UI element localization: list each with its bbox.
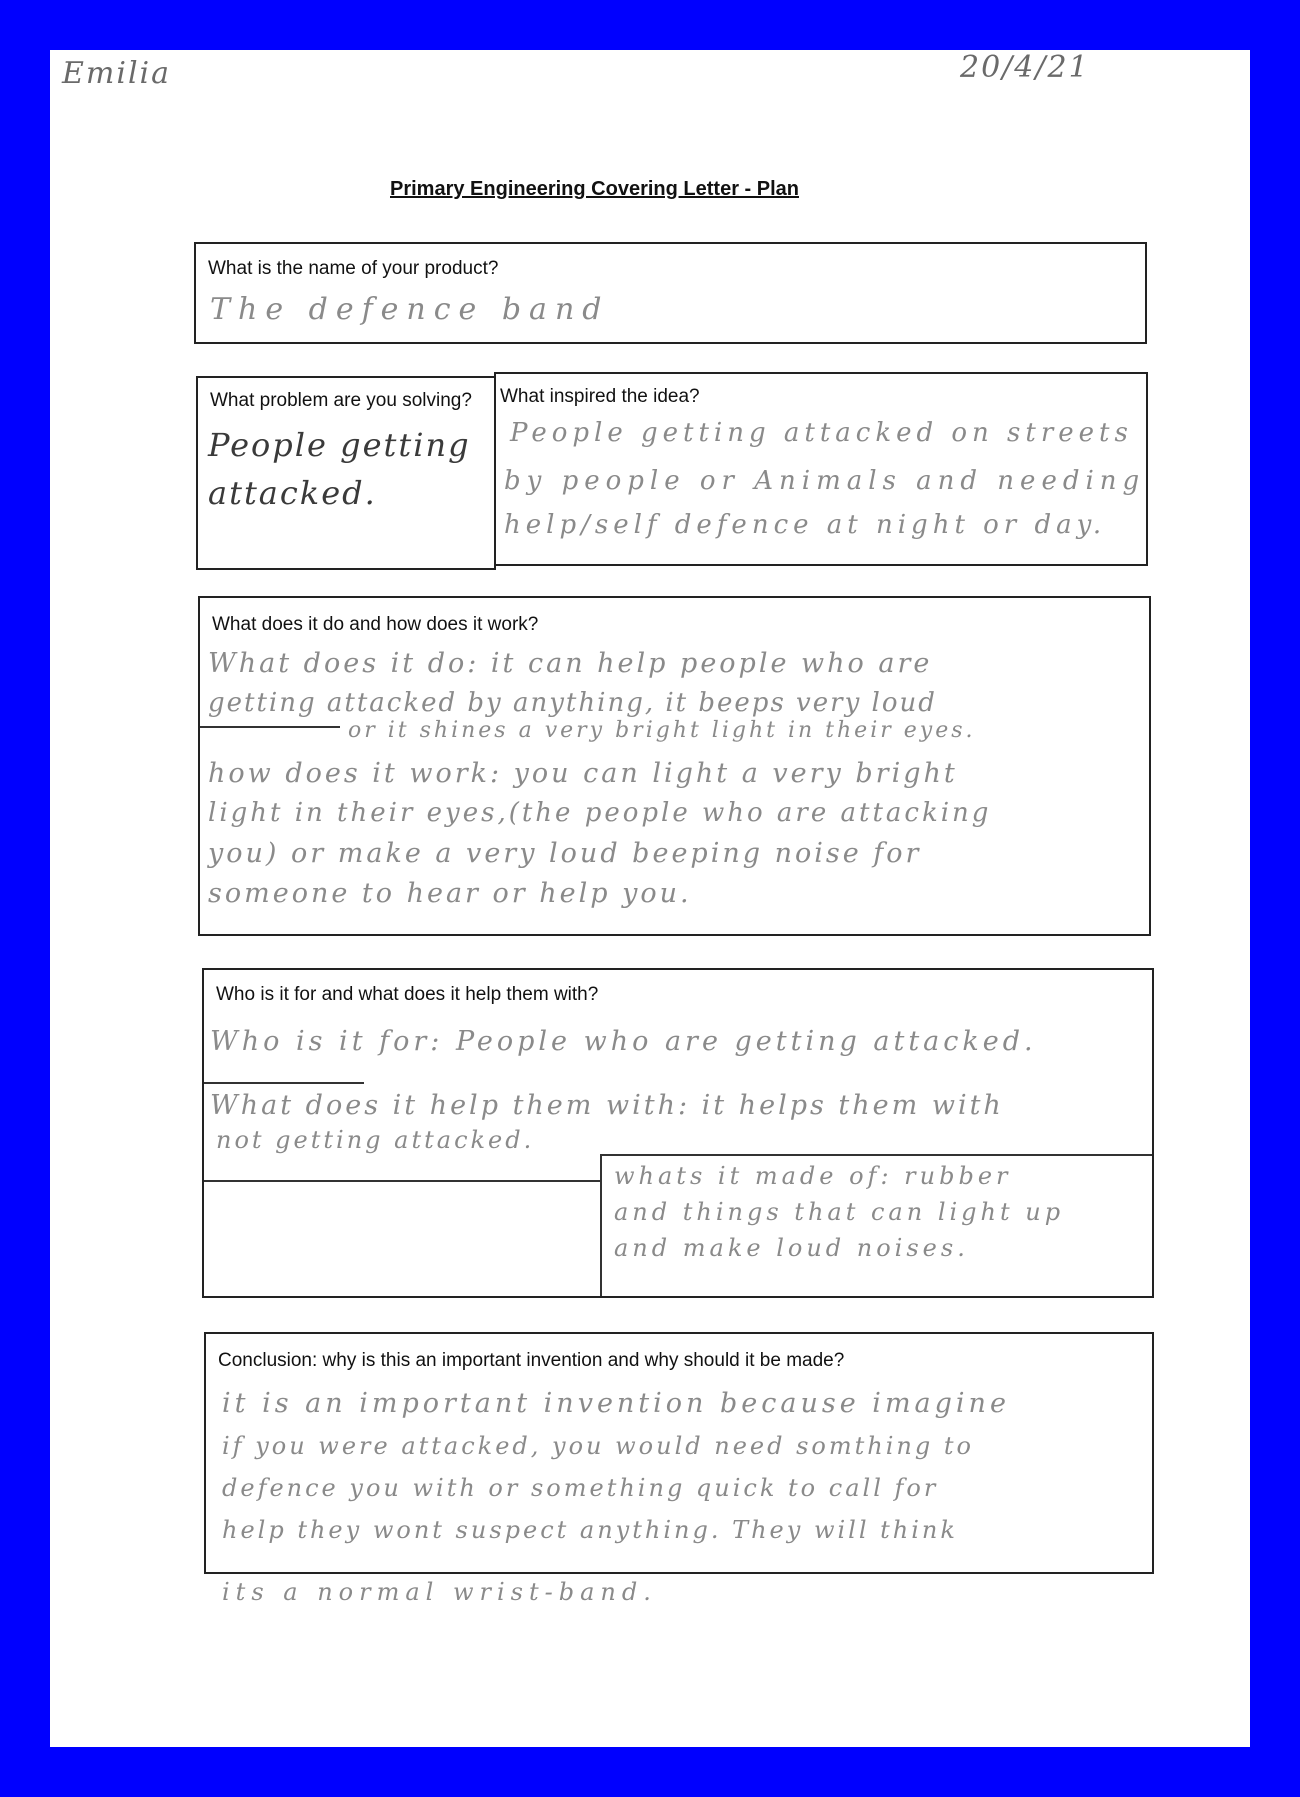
problem-question: What problem are you solving?: [210, 390, 472, 411]
how-it-works-underline: [200, 726, 340, 728]
how-it-works-line-2: getting attacked by anything, it beeps very loud: [208, 688, 937, 718]
how-it-works-line-4: how does it work: you can light a very bright: [208, 758, 958, 789]
how-it-works-line-6: you) or make a very loud beeping noise for: [208, 838, 922, 869]
how-it-works-line-3: or it shines a very bright light in their eyes.: [348, 718, 976, 743]
audience-help-line-1: What does it help them with: it helps them with: [210, 1090, 1004, 1121]
problem-answer-line-2: attacked.: [208, 474, 377, 512]
audience-made-of-line-1: whats it made of: rubber: [614, 1162, 1012, 1190]
how-it-works-line-1: What does it do: it can help people who are: [208, 648, 933, 679]
audience-made-of-side: [600, 1154, 602, 1296]
date: 20/4/21: [960, 50, 1090, 85]
how-it-works-box: [198, 596, 1151, 936]
product-name-answer: The defence band: [210, 292, 610, 327]
audience-who-divider: [204, 1082, 364, 1084]
inspiration-line-3: help/self defence at night or day.: [504, 510, 1107, 540]
audience-made-of-line-3: and make loud noises.: [614, 1234, 969, 1262]
audience-made-of-top: [600, 1154, 1152, 1156]
inspiration-line-2: by people or Animals and needing: [504, 466, 1146, 496]
audience-who-line: Who is it for: People who are getting attacked.: [210, 1026, 1037, 1057]
how-it-works-question: What does it do and how does it work?: [212, 614, 539, 635]
product-name-question: What is the name of your product?: [208, 258, 499, 279]
student-name: Emilia: [62, 56, 172, 91]
conclusion-box: [204, 1332, 1154, 1574]
conclusion-line-4: help they wont suspect anything. They will think: [222, 1516, 958, 1544]
conclusion-line-3: defence you with or something quick to call for: [222, 1474, 939, 1502]
conclusion-question: Conclusion: why is this an important invention and why should it be made?: [218, 1350, 845, 1371]
inspiration-question: What inspired the idea?: [500, 386, 700, 407]
page-title: Primary Engineering Covering Letter - Plan: [390, 178, 799, 200]
problem-answer-line-1: People getting: [208, 426, 471, 464]
audience-help-line-2: not getting attacked.: [216, 1126, 535, 1154]
conclusion-line-5: its a normal wrist-band.: [222, 1578, 657, 1606]
conclusion-line-2: if you were attacked, you would need somthing to: [222, 1432, 974, 1460]
problem-box: [196, 376, 496, 570]
audience-box: [202, 968, 1154, 1298]
how-it-works-line-5: light in their eyes,(the people who are attacking: [208, 798, 992, 828]
worksheet-page: [50, 50, 1250, 1747]
how-it-works-line-7: someone to hear or help you.: [208, 878, 692, 909]
conclusion-line-1: it is an important invention because imagine: [222, 1388, 1010, 1419]
audience-made-of-line-2: and things that can light up: [614, 1198, 1065, 1226]
audience-question: Who is it for and what does it help them with?: [216, 984, 599, 1005]
inspiration-box: [494, 372, 1148, 566]
inspiration-line-1: People getting attacked on streets: [510, 418, 1133, 448]
audience-help-divider: [204, 1180, 600, 1182]
product-name-box: [194, 242, 1147, 344]
